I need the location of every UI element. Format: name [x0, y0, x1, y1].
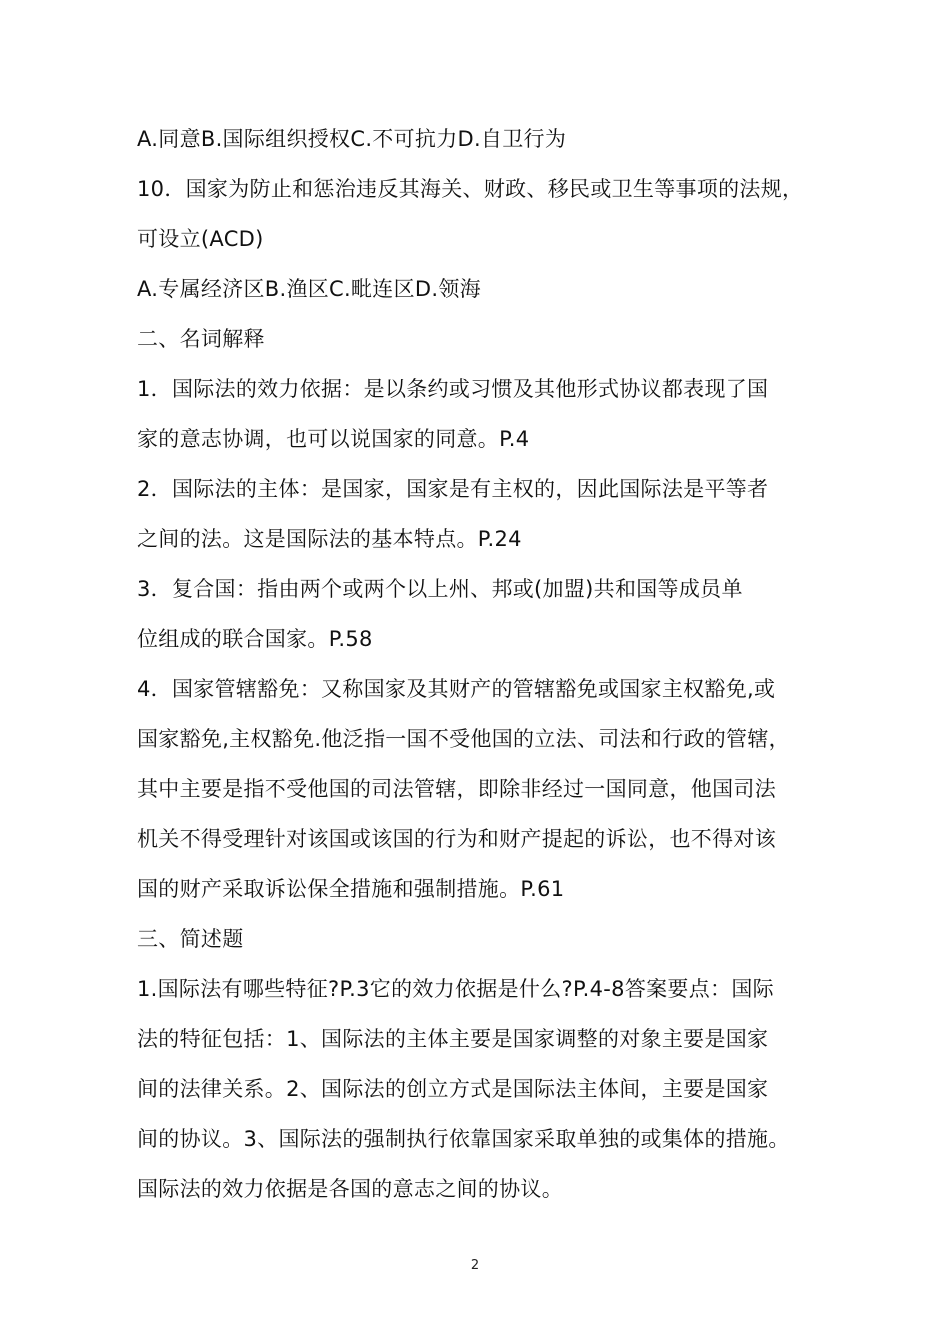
short-answer-1-line-4: 间的协议。3、国际法的强制执行依靠国家采取单独的或集体的措施。: [137, 1127, 790, 1151]
term-3-line-1: 3．复合国：指由两个或两个以上州、邦或(加盟)共和国等成员单: [137, 577, 743, 601]
section-heading-terms: 二、名词解释: [137, 327, 265, 351]
term-1-line-2: 家的意志协调，也可以说国家的同意。P.4: [137, 427, 530, 451]
term-1-line-1: 1．国际法的效力依据：是以条约或习惯及其他形式协议都表现了国: [137, 377, 769, 401]
short-answer-1-line-3: 间的法律关系。2、国际法的创立方式是国际法主体间，主要是国家: [137, 1077, 769, 1101]
section-heading-short-answer: 三、简述题: [137, 927, 244, 951]
answer-options-line: A.同意B.国际组织授权C.不可抗力D.自卫行为: [137, 127, 567, 151]
answer-options-line: A.专属经济区B.渔区C.毗连区D.领海: [137, 277, 481, 301]
short-answer-1-line-1: 1.国际法有哪些特征?P.3它的效力依据是什么?P.4-8答案要点：国际: [137, 977, 774, 1001]
term-2-line-1: 2．国际法的主体：是国家，国家是有主权的，因此国际法是平等者: [137, 477, 769, 501]
term-4-line-5: 国的财产采取诉讼保全措施和强制措施。P.61: [137, 877, 565, 901]
term-3-line-2: 位组成的联合国家。P.58: [137, 627, 373, 651]
short-answer-1-line-2: 法的特征包括：1、国际法的主体主要是国家调整的对象主要是国家: [137, 1027, 769, 1051]
question-10-line-1: 10．国家为防止和惩治违反其海关、财政、移民或卫生等事项的法规，: [137, 177, 804, 201]
short-answer-1-line-5: 国际法的效力依据是各国的意志之间的协议。: [137, 1177, 563, 1201]
term-4-line-3: 其中主要是指不受他国的司法管辖，即除非经过一国同意，他国司法: [137, 777, 776, 801]
question-10-line-2: 可设立(ACD): [137, 227, 264, 251]
term-4-line-4: 机关不得受理针对该国或该国的行为和财产提起的诉讼，也不得对该: [137, 827, 776, 851]
page-number: 2: [470, 1258, 480, 1273]
term-2-line-2: 之间的法。这是国际法的基本特点。P.24: [137, 527, 522, 551]
term-4-line-2: 国家豁免,主权豁免.他泛指一国不受他国的立法、司法和行政的管辖，: [137, 727, 790, 751]
term-4-line-1: 4．国家管辖豁免：又称国家及其财产的管辖豁免或国家主权豁免,或: [137, 677, 776, 701]
